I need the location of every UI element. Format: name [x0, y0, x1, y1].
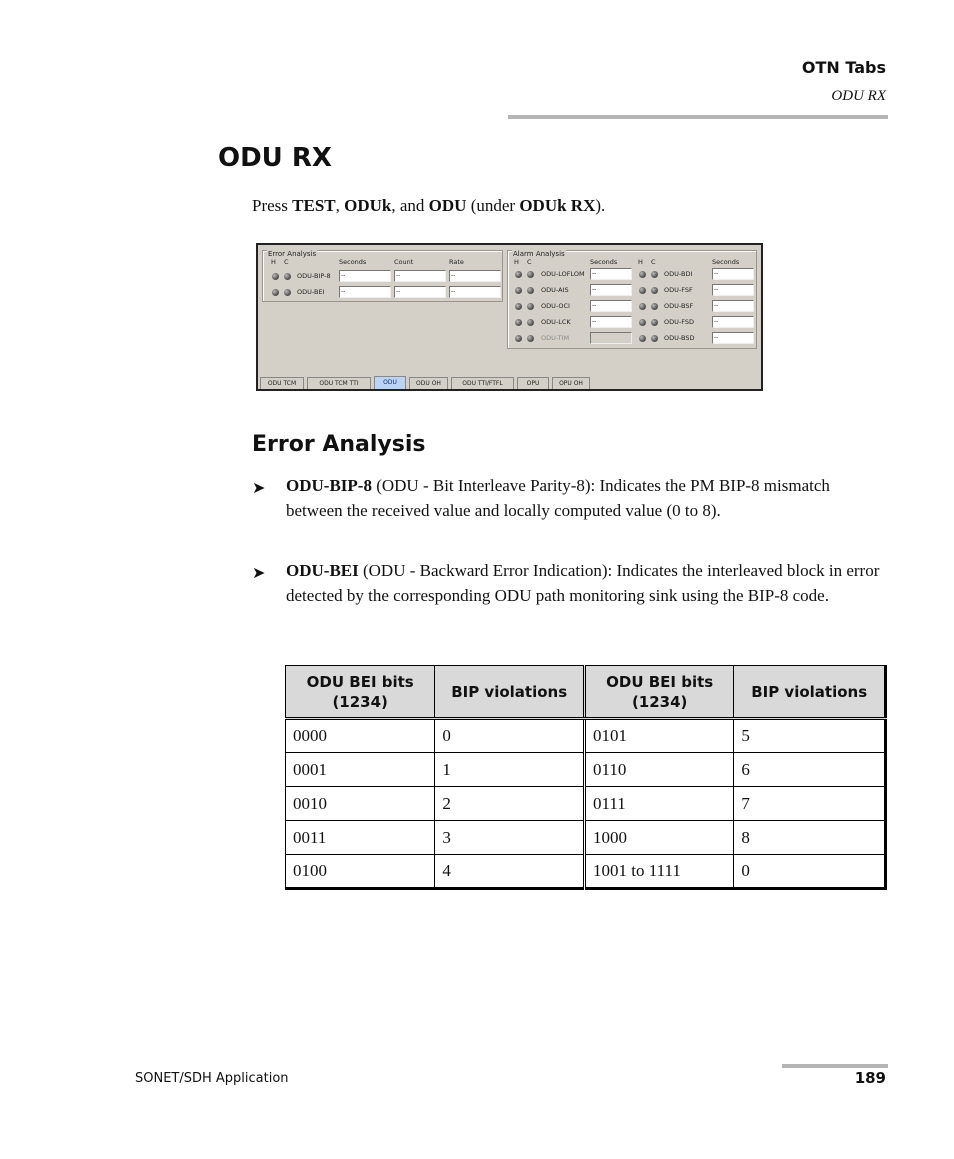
tab-odu[interactable]: ODU: [374, 376, 406, 389]
current-led: [651, 303, 658, 310]
seconds-field: --: [590, 300, 632, 312]
table-cell: 7: [734, 787, 886, 821]
tab-odu-tti-ftfl[interactable]: ODU TTI/FTFL: [451, 377, 514, 389]
table-cell: 3: [435, 821, 585, 855]
table-row: [286, 753, 886, 787]
alarm-label: ODU-LCK: [541, 318, 571, 326]
footer-document-title: SONET/SDH Application: [135, 1071, 289, 1086]
col-rate: Rate: [449, 258, 464, 266]
seconds-field: --: [590, 284, 632, 296]
current-led: [651, 287, 658, 294]
history-led: [639, 303, 646, 310]
alarm-label: ODU-BSF: [664, 302, 694, 310]
table-cell: 1000: [584, 821, 733, 855]
table-cell: 0100: [286, 855, 435, 889]
history-led: [515, 303, 522, 310]
seconds-field: --: [712, 300, 754, 312]
tab-opu[interactable]: OPU: [517, 377, 549, 389]
col-seconds: Seconds: [339, 258, 367, 266]
table-cell: 0010: [286, 787, 435, 821]
table-row: [286, 719, 886, 753]
tab-odu-oh[interactable]: ODU OH: [409, 377, 448, 389]
table-cell: 8: [734, 821, 886, 855]
history-led: [515, 319, 522, 326]
current-led: [527, 303, 534, 310]
table-cell: 6: [734, 753, 886, 787]
error-analysis-group: [262, 250, 503, 302]
bullet-arrow-icon: ➤: [252, 478, 266, 497]
seconds-field: [590, 332, 632, 344]
alarm-label: ODU-AIS: [541, 286, 569, 294]
history-led: [272, 289, 279, 296]
history-led: [639, 287, 646, 294]
table-row: [286, 787, 886, 821]
col-seconds: Seconds: [712, 258, 740, 266]
error-analysis-group-title: Error Analysis: [268, 250, 317, 258]
table-cell: 1001 to 1111: [584, 855, 733, 889]
col-count: Count: [394, 258, 414, 266]
seconds-field: --: [712, 284, 754, 296]
table-cell: 0001: [286, 753, 435, 787]
tab-opu-oh[interactable]: OPU OH: [552, 377, 590, 389]
alarm-label: ODU-BEI: [297, 288, 325, 296]
table-cell: 1: [435, 753, 585, 787]
history-led: [515, 287, 522, 294]
bullet-paragraph: ODU-BEI (ODU - Backward Error Indication): Indicates the interleaved block in error detected by the corresponding ODU path monitoring sink using the BIP-8 code.: [286, 561, 880, 605]
seconds-field: --: [339, 270, 391, 282]
alarm-label: ODU-BDI: [664, 270, 693, 278]
seconds-field: --: [712, 332, 754, 344]
alarm-analysis-group-title: Alarm Analysis: [513, 250, 565, 258]
table-cell: 0: [734, 855, 886, 889]
col-c: C: [527, 258, 532, 266]
current-led: [284, 289, 291, 296]
tab-odu-tcm[interactable]: ODU TCM: [260, 377, 304, 389]
current-led: [284, 273, 291, 280]
table-cell: 5: [734, 719, 886, 753]
table-cell: 0000: [286, 719, 435, 753]
history-led: [515, 271, 522, 278]
alarm-label: ODU-FSD: [664, 318, 694, 326]
bullet-arrow-icon: ➤: [252, 563, 266, 582]
col-c: C: [651, 258, 656, 266]
intro-paragraph: Press TEST, ODUk, and ODU (under ODUk RX).: [252, 196, 606, 215]
history-led: [639, 335, 646, 342]
table-header-cell: BIP violations: [734, 666, 886, 719]
count-field: --: [394, 270, 446, 282]
seconds-field: --: [590, 268, 632, 280]
rate-field: --: [449, 270, 501, 282]
table-cell: 0110: [584, 753, 733, 787]
seconds-field: --: [339, 286, 391, 298]
seconds-field: --: [712, 316, 754, 328]
current-led: [651, 335, 658, 342]
table-header-row: [286, 666, 886, 719]
table-cell: 2: [435, 787, 585, 821]
page-number: 189: [854, 1069, 886, 1087]
current-led: [527, 271, 534, 278]
count-field: --: [394, 286, 446, 298]
table-header-cell: BIP violations: [435, 666, 585, 719]
seconds-field: --: [590, 316, 632, 328]
current-led: [651, 319, 658, 326]
col-h: H: [514, 258, 519, 266]
current-led: [527, 335, 534, 342]
col-h: H: [271, 258, 276, 266]
section-heading: Error Analysis: [252, 432, 426, 457]
table-cell: 0101: [584, 719, 733, 753]
table-cell: 0011: [286, 821, 435, 855]
page-title: ODU RX: [218, 143, 332, 173]
alarm-label: ODU-TIM: [541, 334, 570, 342]
alarm-label: ODU-BIP-8: [297, 272, 331, 280]
tab-strip: [258, 375, 761, 389]
history-led: [639, 319, 646, 326]
odu-rx-screenshot: [256, 243, 763, 391]
alarm-label: ODU-LOFLOM: [541, 270, 585, 278]
col-c: C: [284, 258, 289, 266]
col-h: H: [638, 258, 643, 266]
seconds-field: --: [712, 268, 754, 280]
bei-table: [285, 665, 887, 890]
table-cell: 0: [435, 719, 585, 753]
alarm-label: ODU-OCI: [541, 302, 570, 310]
table-row: [286, 855, 886, 889]
running-header-subsection: ODU RX: [831, 88, 886, 104]
current-led: [527, 319, 534, 326]
alarm-analysis-group: [507, 250, 757, 349]
running-header-section: OTN Tabs: [801, 58, 886, 77]
table-cell: 4: [435, 855, 585, 889]
current-led: [651, 271, 658, 278]
alarm-label: ODU-BSD: [664, 334, 695, 342]
history-led: [639, 271, 646, 278]
current-led: [527, 287, 534, 294]
table-header-cell: ODU BEI bits (1234): [584, 666, 733, 719]
table-header-cell: ODU BEI bits (1234): [286, 666, 435, 719]
rate-field: --: [449, 286, 501, 298]
history-led: [272, 273, 279, 280]
col-seconds: Seconds: [590, 258, 618, 266]
table-row: [286, 821, 886, 855]
tab-odu-tcm-tti[interactable]: ODU TCM TTI: [307, 377, 371, 389]
history-led: [515, 335, 522, 342]
table-cell: 0111: [584, 787, 733, 821]
alarm-label: ODU-FSF: [664, 286, 693, 294]
header-rule: [508, 115, 888, 119]
bullet-paragraph: ODU-BIP-8 (ODU - Bit Interleave Parity-8): Indicates the PM BIP-8 mismatch between the received value and locally computed value (0 to 8).: [286, 476, 830, 520]
footer-rule: [782, 1064, 888, 1068]
